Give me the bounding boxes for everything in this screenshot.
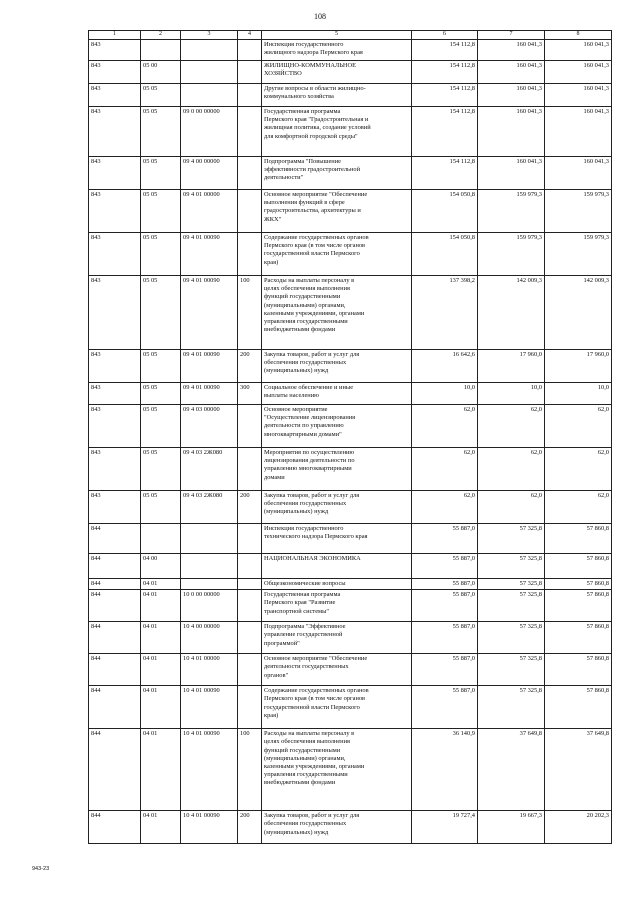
column-number-6: 6 [412, 31, 478, 40]
table-row [89, 622, 612, 654]
table-row [89, 554, 612, 579]
amount-col-8-cell: 17 960,0 [545, 350, 612, 383]
amount-col-6-cell: 55 887,0 [412, 622, 478, 654]
target-article-cell: 09 4 01 00090 [181, 350, 238, 383]
amount-col-7-cell: 160 041,3 [478, 107, 545, 157]
table-row [89, 276, 612, 350]
section-code-cell: 04 01 [141, 686, 181, 729]
expense-type-cell [238, 622, 262, 654]
amount-col-8-cell: 57 860,8 [545, 554, 612, 579]
table-row [89, 811, 612, 844]
column-number-7: 7 [478, 31, 545, 40]
item-name-cell: Государственная программа Пермского края "Градостроительная и жилищная политика, создание условий для комфортной городской среды" [262, 107, 412, 157]
target-article-cell [181, 84, 238, 107]
amount-col-6-cell: 154 050,8 [412, 233, 478, 276]
amount-col-8-cell: 160 041,3 [545, 40, 612, 61]
amount-col-8-cell: 10,0 [545, 383, 612, 405]
expense-type-cell [238, 61, 262, 84]
table-row [89, 654, 612, 686]
amount-col-8-cell: 159 979,3 [545, 190, 612, 233]
amount-col-7-cell: 160 041,3 [478, 61, 545, 84]
expense-type-cell [238, 233, 262, 276]
amount-col-7-cell: 159 979,3 [478, 190, 545, 233]
expense-type-cell: 200 [238, 350, 262, 383]
amount-col-7-cell: 57 325,8 [478, 554, 545, 579]
amount-col-8-cell: 160 041,3 [545, 157, 612, 190]
admin-code-cell: 843 [89, 61, 141, 84]
expense-type-cell: 200 [238, 811, 262, 844]
table-row [89, 686, 612, 729]
amount-col-8-cell: 62,0 [545, 448, 612, 491]
amount-col-6-cell: 62,0 [412, 405, 478, 448]
table-row [89, 84, 612, 107]
amount-col-7-cell: 57 325,8 [478, 579, 545, 590]
amount-col-6-cell: 10,0 [412, 383, 478, 405]
amount-col-8-cell: 57 860,8 [545, 590, 612, 622]
item-name-cell: НАЦИОНАЛЬНАЯ ЭКОНОМИКА [262, 554, 412, 579]
amount-col-6-cell: 55 887,0 [412, 554, 478, 579]
amount-col-6-cell: 36 140,9 [412, 729, 478, 811]
expense-type-cell [238, 686, 262, 729]
amount-col-7-cell: 37 649,8 [478, 729, 545, 811]
column-number-8: 8 [545, 31, 612, 40]
section-code-cell: 05 05 [141, 190, 181, 233]
amount-col-8-cell: 57 860,8 [545, 686, 612, 729]
section-code-cell: 04 01 [141, 622, 181, 654]
target-article-cell [181, 524, 238, 554]
admin-code-cell: 844 [89, 579, 141, 590]
amount-col-8-cell: 160 041,3 [545, 107, 612, 157]
expense-type-cell [238, 405, 262, 448]
amount-col-6-cell: 19 727,4 [412, 811, 478, 844]
section-code-cell [141, 524, 181, 554]
admin-code-cell: 843 [89, 157, 141, 190]
amount-col-6-cell: 154 112,8 [412, 84, 478, 107]
amount-col-6-cell: 154 112,8 [412, 61, 478, 84]
amount-col-6-cell: 154 112,8 [412, 40, 478, 61]
section-code-cell: 05 05 [141, 84, 181, 107]
target-article-cell [181, 579, 238, 590]
admin-code-cell: 844 [89, 622, 141, 654]
amount-col-7-cell: 57 325,8 [478, 622, 545, 654]
admin-code-cell: 843 [89, 276, 141, 350]
item-name-cell: Мероприятия по осуществлению лицензирования деятельности по управлению многоквартирными домами [262, 448, 412, 491]
admin-code-cell: 844 [89, 729, 141, 811]
item-name-cell: Расходы на выплаты персоналу в целях обеспечения выполнения функций государственными (муниципальными) органами, казенными учреждениями, органами управления государственными внебюджетными фондами [262, 276, 412, 350]
amount-col-6-cell: 62,0 [412, 491, 478, 524]
document-code: 943-23 [32, 866, 50, 872]
expense-type-cell: 100 [238, 276, 262, 350]
amount-col-7-cell: 57 325,8 [478, 686, 545, 729]
amount-col-6-cell: 154 112,8 [412, 107, 478, 157]
section-code-cell: 05 05 [141, 383, 181, 405]
amount-col-8-cell: 160 041,3 [545, 84, 612, 107]
amount-col-6-cell: 55 887,0 [412, 590, 478, 622]
amount-col-6-cell: 55 887,0 [412, 686, 478, 729]
expense-type-cell [238, 107, 262, 157]
table-row [89, 590, 612, 622]
amount-col-8-cell: 37 649,8 [545, 729, 612, 811]
item-name-cell: Общеэкономические вопросы [262, 579, 412, 590]
admin-code-cell: 844 [89, 554, 141, 579]
amount-col-6-cell: 137 398,2 [412, 276, 478, 350]
section-code-cell: 05 05 [141, 448, 181, 491]
target-article-cell: 10 4 00 00000 [181, 622, 238, 654]
target-article-cell: 10 4 01 00000 [181, 654, 238, 686]
admin-code-cell: 844 [89, 590, 141, 622]
target-article-cell: 09 4 01 00000 [181, 190, 238, 233]
column-number-row [89, 31, 612, 40]
item-name-cell: Расходы на выплаты персоналу в целях обеспечения выполнения функций государственными (муниципальными) органами, казенными учреждениями, органами управления государственными внебюджетными фондами [262, 729, 412, 811]
amount-col-6-cell: 62,0 [412, 448, 478, 491]
table-row [89, 40, 612, 61]
item-name-cell: Государственная программа Пермского края "Развитие транспортной системы" [262, 590, 412, 622]
expense-type-cell [238, 448, 262, 491]
section-code-cell: 05 05 [141, 405, 181, 448]
table-row [89, 233, 612, 276]
amount-col-8-cell: 160 041,3 [545, 61, 612, 84]
amount-col-7-cell: 160 041,3 [478, 84, 545, 107]
target-article-cell: 10 4 01 00090 [181, 729, 238, 811]
target-article-cell: 10 4 01 00090 [181, 686, 238, 729]
admin-code-cell: 844 [89, 524, 141, 554]
target-article-cell: 09 4 00 00000 [181, 157, 238, 190]
amount-col-7-cell: 142 009,3 [478, 276, 545, 350]
expense-type-cell [238, 524, 262, 554]
section-code-cell: 05 05 [141, 276, 181, 350]
section-code-cell: 05 05 [141, 350, 181, 383]
section-code-cell: 04 01 [141, 811, 181, 844]
table-row [89, 491, 612, 524]
target-article-cell [181, 61, 238, 84]
admin-code-cell: 843 [89, 233, 141, 276]
item-name-cell: Подпрограмма "Повышение эффективности градостроительной деятельности" [262, 157, 412, 190]
amount-col-6-cell: 55 887,0 [412, 579, 478, 590]
item-name-cell: Закупка товаров, работ и услуг для обеспечения государственных (муниципальных) нужд [262, 491, 412, 524]
amount-col-7-cell: 160 041,3 [478, 157, 545, 190]
target-article-cell: 09 4 01 00090 [181, 276, 238, 350]
item-name-cell: Инспекция государственного жилищного надзора Пермского края [262, 40, 412, 61]
section-code-cell: 04 01 [141, 590, 181, 622]
table-body [89, 40, 612, 844]
target-article-cell [181, 554, 238, 579]
section-code-cell: 05 05 [141, 107, 181, 157]
amount-col-8-cell: 62,0 [545, 491, 612, 524]
amount-col-8-cell: 20 202,3 [545, 811, 612, 844]
amount-col-6-cell: 154 112,8 [412, 157, 478, 190]
admin-code-cell: 843 [89, 84, 141, 107]
admin-code-cell: 843 [89, 405, 141, 448]
expense-type-cell [238, 84, 262, 107]
expense-type-cell: 100 [238, 729, 262, 811]
item-name-cell: Социальное обеспечение и иные выплаты населению [262, 383, 412, 405]
table-row [89, 157, 612, 190]
column-number-2: 2 [141, 31, 181, 40]
column-number-4: 4 [238, 31, 262, 40]
table-row [89, 524, 612, 554]
page-number: 108 [314, 12, 326, 21]
target-article-cell: 09 4 01 00090 [181, 383, 238, 405]
amount-col-7-cell: 62,0 [478, 448, 545, 491]
admin-code-cell: 844 [89, 654, 141, 686]
expense-type-cell [238, 654, 262, 686]
amount-col-7-cell: 159 979,3 [478, 233, 545, 276]
expense-type-cell [238, 579, 262, 590]
amount-col-7-cell: 57 325,8 [478, 654, 545, 686]
column-number-5: 5 [262, 31, 412, 40]
target-article-cell: 09 4 01 00090 [181, 233, 238, 276]
admin-code-cell: 844 [89, 686, 141, 729]
admin-code-cell: 844 [89, 811, 141, 844]
amount-col-8-cell: 62,0 [545, 405, 612, 448]
table-row [89, 383, 612, 405]
item-name-cell: Подпрограмма "Эффективное управление государственной программой" [262, 622, 412, 654]
amount-col-7-cell: 10,0 [478, 383, 545, 405]
section-code-cell: 05 05 [141, 233, 181, 276]
item-name-cell: Содержание государственных органов Пермского края (в том числе органов государственной власти Пермского края) [262, 233, 412, 276]
target-article-cell: 10 0 00 00000 [181, 590, 238, 622]
section-code-cell: 04 01 [141, 729, 181, 811]
admin-code-cell: 843 [89, 383, 141, 405]
amount-col-7-cell: 57 325,8 [478, 524, 545, 554]
section-code-cell: 04 01 [141, 579, 181, 590]
target-article-cell [181, 40, 238, 61]
amount-col-7-cell: 17 960,0 [478, 350, 545, 383]
table-row [89, 729, 612, 811]
amount-col-8-cell: 57 860,8 [545, 524, 612, 554]
section-code-cell: 04 00 [141, 554, 181, 579]
table-row [89, 190, 612, 233]
target-article-cell: 09 4 03 2Ж080 [181, 491, 238, 524]
item-name-cell: Закупка товаров, работ и услуг для обеспечения государственных (муниципальных) нужд [262, 811, 412, 844]
amount-col-6-cell: 154 050,8 [412, 190, 478, 233]
section-code-cell: 04 01 [141, 654, 181, 686]
amount-col-7-cell: 62,0 [478, 405, 545, 448]
admin-code-cell: 843 [89, 491, 141, 524]
admin-code-cell: 843 [89, 190, 141, 233]
item-name-cell: ЖИЛИЩНО-КОММУНАЛЬНОЕ ХОЗЯЙСТВО [262, 61, 412, 84]
amount-col-8-cell: 142 009,3 [545, 276, 612, 350]
admin-code-cell: 843 [89, 448, 141, 491]
amount-col-8-cell: 57 860,8 [545, 654, 612, 686]
amount-col-6-cell: 55 887,0 [412, 654, 478, 686]
section-code-cell: 05 05 [141, 491, 181, 524]
target-article-cell: 09 4 03 00000 [181, 405, 238, 448]
item-name-cell: Основное мероприятие "Обеспечение выполнения функций в сфере градостроительства, архитектуры и ЖКХ" [262, 190, 412, 233]
table-row [89, 579, 612, 590]
table-row [89, 61, 612, 84]
item-name-cell: Основное мероприятие "Осуществление лицензирования деятельности по управлению многоквартирными домами" [262, 405, 412, 448]
expense-type-cell: 200 [238, 491, 262, 524]
section-code-cell: 05 00 [141, 61, 181, 84]
amount-col-7-cell: 160 041,3 [478, 40, 545, 61]
item-name-cell: Содержание государственных органов Пермского края (в том числе органов государственной власти Пермского края) [262, 686, 412, 729]
admin-code-cell: 843 [89, 350, 141, 383]
admin-code-cell: 843 [89, 107, 141, 157]
target-article-cell: 09 4 03 2Ж080 [181, 448, 238, 491]
section-code-cell [141, 40, 181, 61]
target-article-cell: 10 4 01 00090 [181, 811, 238, 844]
item-name-cell: Другие вопросы в области жилищно- коммунального хозяйства [262, 84, 412, 107]
item-name-cell: Основное мероприятие "Обеспечение деятельности государственных органов" [262, 654, 412, 686]
budget-table [88, 30, 612, 844]
amount-col-8-cell: 159 979,3 [545, 233, 612, 276]
expense-type-cell [238, 190, 262, 233]
amount-col-6-cell: 55 887,0 [412, 524, 478, 554]
table-row [89, 107, 612, 157]
amount-col-7-cell: 62,0 [478, 491, 545, 524]
expense-type-cell: 300 [238, 383, 262, 405]
section-code-cell: 05 05 [141, 157, 181, 190]
admin-code-cell: 843 [89, 40, 141, 61]
table-row [89, 405, 612, 448]
amount-col-8-cell: 57 860,8 [545, 622, 612, 654]
expense-type-cell [238, 40, 262, 61]
amount-col-8-cell: 57 860,8 [545, 579, 612, 590]
expense-type-cell [238, 157, 262, 190]
amount-col-7-cell: 57 325,8 [478, 590, 545, 622]
expense-type-cell [238, 554, 262, 579]
item-name-cell: Закупка товаров, работ и услуг для обеспечения государственных (муниципальных) нужд [262, 350, 412, 383]
expense-type-cell [238, 590, 262, 622]
table-row [89, 448, 612, 491]
target-article-cell: 09 0 00 00000 [181, 107, 238, 157]
item-name-cell: Инспекция государственного технического надзора Пермского края [262, 524, 412, 554]
column-number-1: 1 [89, 31, 141, 40]
column-number-3: 3 [181, 31, 238, 40]
amount-col-6-cell: 16 642,6 [412, 350, 478, 383]
amount-col-7-cell: 19 667,3 [478, 811, 545, 844]
table-row [89, 350, 612, 383]
